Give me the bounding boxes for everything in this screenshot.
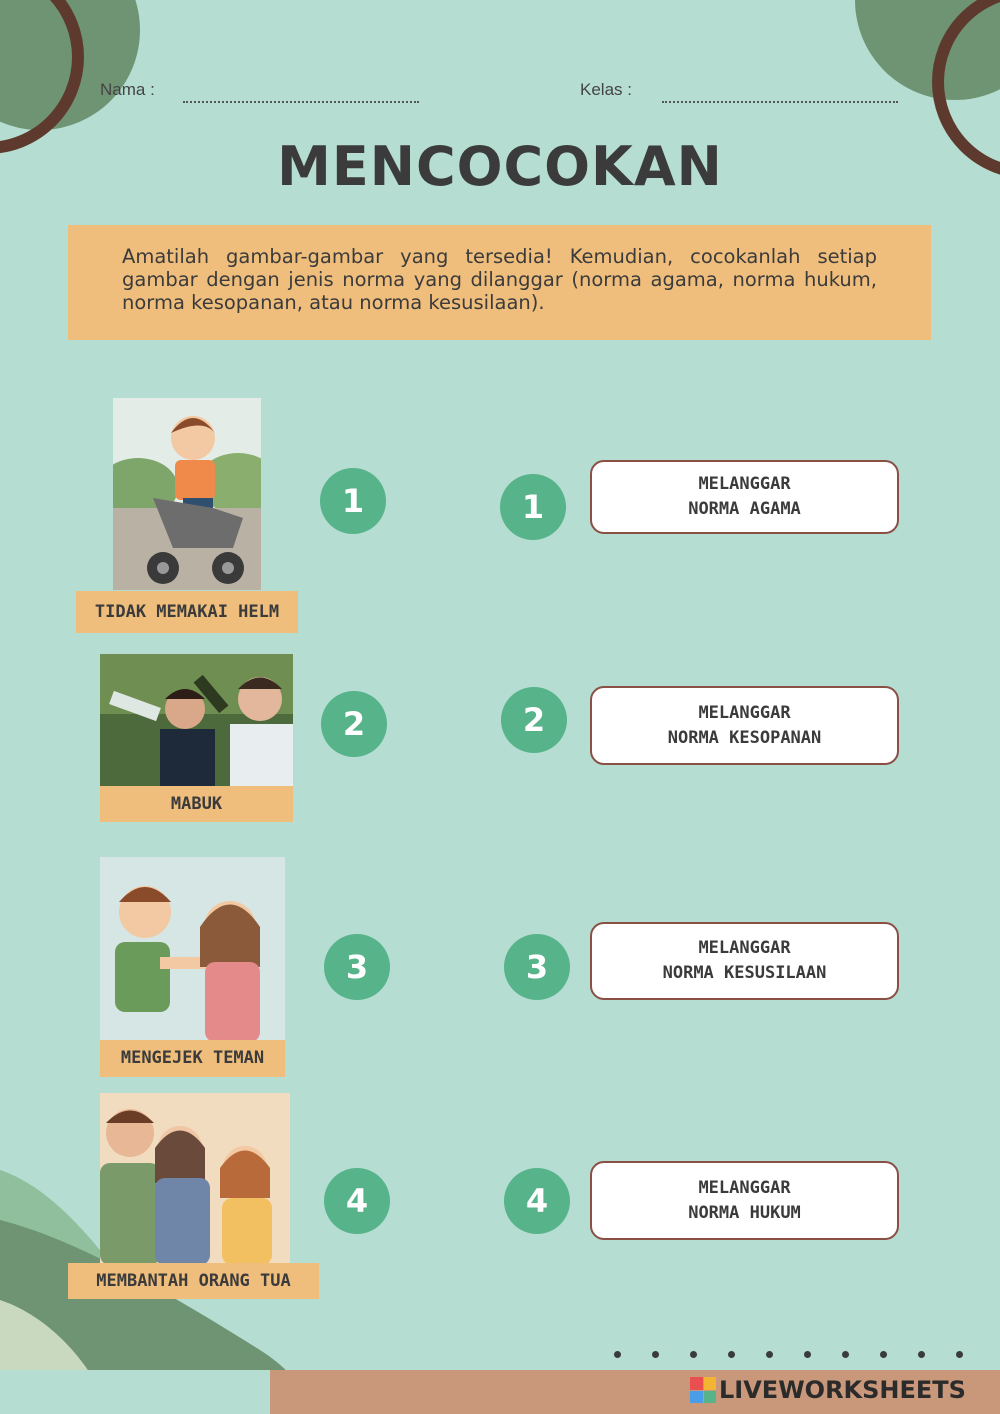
corner-ring-top-left bbox=[0, 0, 84, 154]
decor-dot bbox=[956, 1351, 963, 1358]
drop-number-1[interactable]: 1 bbox=[500, 474, 566, 540]
decor-dot bbox=[652, 1351, 659, 1358]
drop-number-4[interactable]: 4 bbox=[504, 1168, 570, 1234]
answer-3-line2: NORMA KESUSILAAN bbox=[662, 963, 827, 983]
live-badge-icon bbox=[690, 1377, 716, 1403]
caption-3: MENGEJEK TEMAN bbox=[100, 1040, 285, 1077]
class-field[interactable] bbox=[662, 101, 898, 103]
picture-3 bbox=[100, 857, 285, 1042]
boy-mocking-crying-girl-illustration bbox=[100, 857, 285, 1042]
decor-dot bbox=[918, 1351, 925, 1358]
drag-number-3[interactable]: 3 bbox=[324, 934, 390, 1000]
girl-yelling-at-parents-illustration bbox=[100, 1093, 290, 1265]
answer-2-line2: NORMA KESOPANAN bbox=[667, 727, 822, 748]
decor-dot bbox=[804, 1351, 811, 1358]
answer-1-line2: NORMA AGAMA bbox=[688, 499, 801, 519]
answer-box-1[interactable] bbox=[590, 460, 899, 534]
class-label: Kelas : bbox=[580, 80, 632, 99]
drag-number-1[interactable]: 1 bbox=[320, 468, 386, 534]
drag-number-4[interactable]: 4 bbox=[324, 1168, 390, 1234]
liveworksheets-logo bbox=[690, 1376, 966, 1404]
decor-dot bbox=[728, 1351, 735, 1358]
caption-1: TIDAK MEMAKAI HELM bbox=[76, 591, 298, 633]
name-field[interactable] bbox=[183, 101, 419, 103]
decor-dot bbox=[614, 1351, 621, 1358]
drag-number-2[interactable]: 2 bbox=[321, 691, 387, 757]
picture-2 bbox=[100, 654, 293, 786]
picture-1 bbox=[113, 398, 261, 590]
answer-1-line1: MELANGGAR bbox=[698, 474, 791, 494]
picture-4 bbox=[100, 1093, 290, 1265]
answer-box-3[interactable] bbox=[590, 922, 899, 1000]
decor-dot bbox=[690, 1351, 697, 1358]
drop-number-2[interactable]: 2 bbox=[501, 687, 567, 753]
decor-dot bbox=[766, 1351, 773, 1358]
liveworksheets-text: LIVEWORKSHEETS bbox=[719, 1376, 966, 1404]
answer-box-2[interactable] bbox=[590, 686, 899, 765]
page-title: MENCOCOKAN bbox=[277, 135, 723, 198]
decor-dot bbox=[842, 1351, 849, 1358]
caption-2: MABUK bbox=[100, 786, 293, 822]
answer-4-line1: MELANGGAR bbox=[698, 1177, 791, 1198]
answer-box-4[interactable] bbox=[590, 1161, 899, 1240]
decor-dot bbox=[880, 1351, 887, 1358]
caption-4: MEMBANTAH ORANG TUA bbox=[68, 1263, 319, 1299]
teens-drinking-photo bbox=[100, 654, 293, 786]
name-label: Nama : bbox=[100, 80, 155, 99]
drop-number-3[interactable]: 3 bbox=[504, 934, 570, 1000]
instruction-box bbox=[68, 225, 931, 340]
answer-4-line2: NORMA HUKUM bbox=[688, 1202, 801, 1223]
answer-3-line1: MELANGGAR bbox=[698, 938, 791, 958]
answer-2-line1: MELANGGAR bbox=[698, 702, 791, 723]
boy-riding-scooter-illustration bbox=[113, 398, 261, 590]
instruction-text: Amatilah gambar-gambar yang tersedia! Kemudian, cocokanlah setiap gambar dengan jenis norma yang dilanggar (norma agama, norma hukum, norma kesopanan, atau norma kesusilaan). bbox=[122, 245, 877, 314]
